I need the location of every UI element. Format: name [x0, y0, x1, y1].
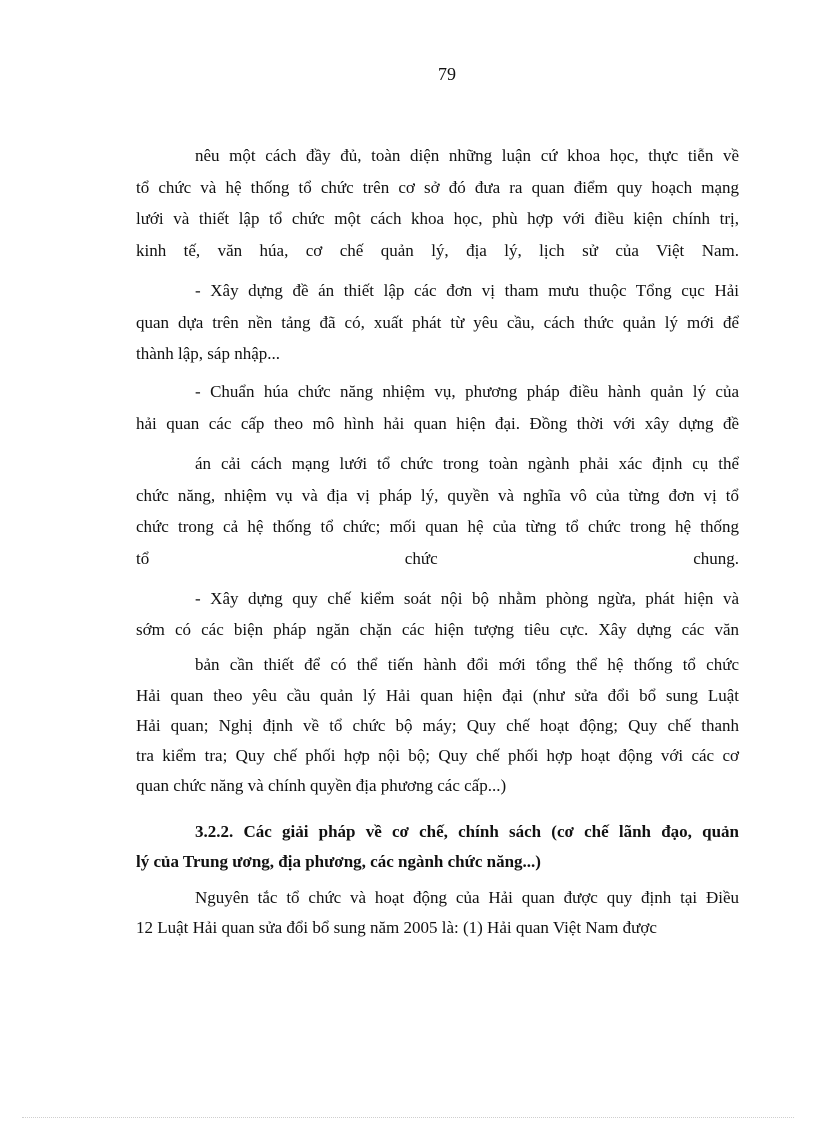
- section-heading: lý của Trung ương, địa phương, các ngành chức năng...): [136, 852, 541, 871]
- body-line: - Chuẩn húa chức năng nhiệm vụ, phương pháp điều hành quản lý của: [195, 382, 739, 401]
- body-line: 12 Luật Hải quan sửa đổi bổ sung năm 2005 là: (1) Hải quan Việt Nam được: [136, 918, 657, 937]
- body-line: chức năng, nhiệm vụ và địa vị pháp lý, quyền và nghĩa vô của từng đơn vị tổ: [136, 486, 739, 505]
- section-heading: 3.2.2. Các giải pháp về cơ chế, chính sách (cơ chế lãnh đạo, quản: [195, 822, 739, 841]
- body-line: thành lập, sáp nhập...: [136, 344, 280, 363]
- body-line: tra kiểm tra; Quy chế phối hợp nội bộ; Quy chế phối hợp hoạt động với các cơ: [136, 746, 739, 765]
- body-line: quan dựa trên nền tảng đã có, xuất phát từ yêu cầu, cách thức quản lý mới để: [136, 313, 739, 332]
- body-line: - Xây dựng đề án thiết lập các đơn vị tham mưu thuộc Tổng cục Hải: [195, 281, 739, 300]
- body-line: bản cần thiết để có thể tiến hành đổi mới tổng thể hệ thống tổ chức: [195, 655, 739, 674]
- body-line: lưới và thiết lập tổ chức một cách khoa học, phù hợp với điều kiện chính trị,: [136, 209, 739, 228]
- body-line: tổ chức chung.: [136, 549, 739, 568]
- body-line: kinh tế, văn húa, cơ chế quản lý, địa lý, lịch sử của Việt Nam.: [136, 241, 739, 260]
- body-line: - Xây dựng quy chế kiểm soát nội bộ nhằm phòng ngừa, phát hiện và: [195, 589, 739, 608]
- body-line: quan chức năng và chính quyền địa phương các cấp...): [136, 776, 507, 795]
- body-line: Nguyên tắc tổ chức và hoạt động của Hải quan được quy định tại Điều: [195, 888, 739, 907]
- body-line: hải quan các cấp theo mô hình hải quan hiện đại. Đồng thời với xây dựng đề: [136, 414, 739, 433]
- body-line: Hải quan; Nghị định về tổ chức bộ máy; Quy chế hoạt động; Quy chế thanh: [136, 716, 739, 735]
- page-number: 79: [438, 64, 456, 84]
- body-line: án cải cách mạng lưới tổ chức trong toàn ngành phải xác định cụ thể: [195, 454, 739, 473]
- footer-rule: [22, 1117, 794, 1118]
- body-line: tổ chức và hệ thống tổ chức trên cơ sở đó đưa ra quan điểm quy hoạch mạng: [136, 178, 739, 197]
- body-line: Hải quan theo yêu cầu quản lý Hải quan hiện đại (như sửa đổi bổ sung Luật: [136, 686, 739, 705]
- body-line: nêu một cách đầy đủ, toàn diện những luận cứ khoa học, thực tiễn về: [195, 146, 739, 165]
- body-line: sớm có các biện pháp ngăn chặn các hiện tượng tiêu cực. Xây dựng các văn: [136, 620, 739, 639]
- body-line: chức trong cả hệ thống tổ chức; mối quan hệ của từng tổ chức trong hệ thống: [136, 517, 739, 536]
